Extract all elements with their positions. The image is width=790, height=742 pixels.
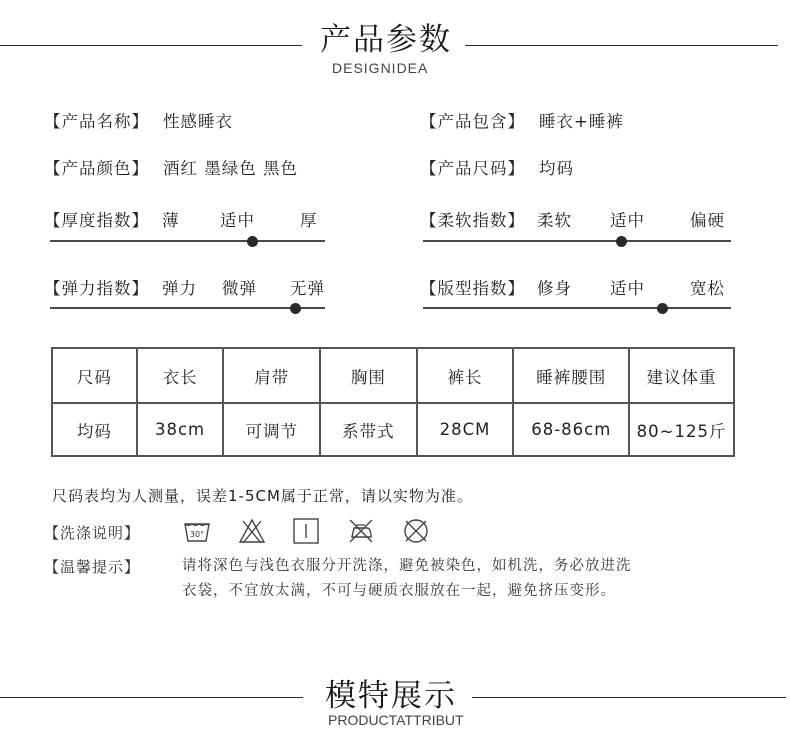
scale-thickness-opt-2: 适中 <box>220 211 255 230</box>
info-color <box>44 155 298 179</box>
scale-softness-track <box>423 240 731 242</box>
scale-softness-opt-3: 偏硬 <box>690 211 725 230</box>
scale-fit-opt-2: 适中 <box>610 279 645 298</box>
table-header-cell: 胸围 <box>320 348 417 403</box>
info-label: 【产品颜色】 <box>44 159 149 178</box>
table-header-cell: 睡裤腰围 <box>513 348 629 403</box>
scale-softness-marker <box>616 236 627 247</box>
info-package <box>420 108 624 132</box>
section-title-params: 产品参数 <box>320 22 452 58</box>
scale-thickness-track <box>50 240 325 242</box>
tips-text <box>182 554 722 604</box>
info-value: 性感睡衣 <box>163 112 233 131</box>
table-cell: 38cm <box>137 403 224 456</box>
scale-fit-opt-3: 宽松 <box>690 279 725 298</box>
tips-line-1: 请将深色与浅色衣服分开洗涤，避免被染色，如机洗，务必放进洗 <box>182 558 632 574</box>
no-dry-clean-icon <box>402 517 430 545</box>
table-row <box>52 403 734 456</box>
scale-elasticity-opt-2: 微弹 <box>222 279 257 298</box>
table-header-cell: 裤长 <box>417 348 514 403</box>
table-header-cell: 尺码 <box>52 348 137 403</box>
wash-30-icon <box>183 517 211 545</box>
table-header-cell: 衣长 <box>137 348 224 403</box>
size-table <box>51 347 735 457</box>
scale-thickness-opt-3: 厚 <box>300 211 318 230</box>
table-cell: 均码 <box>52 403 137 456</box>
scale-softness-label: 【柔软指数】 <box>420 211 525 230</box>
section-subtitle-params: DESIGNIDEA <box>332 60 429 76</box>
header2-rule-left <box>0 697 303 698</box>
table-cell: 28CM <box>417 403 514 456</box>
measurement-note: 尺码表均为人测量，误差1-5CM属于正常，请以实物为准。 <box>52 487 473 505</box>
scale-thickness-label: 【厚度指数】 <box>44 211 149 230</box>
no-iron-icon <box>347 517 375 545</box>
scale-fit-track <box>423 307 731 309</box>
scale-fit-label: 【版型指数】 <box>420 279 525 298</box>
scale-thickness-opt-1: 薄 <box>162 211 180 230</box>
header2-rule-right <box>472 697 786 698</box>
table-cell: 可调节 <box>223 403 320 456</box>
info-value: 均码 <box>539 159 574 178</box>
info-label: 【产品名称】 <box>44 112 149 131</box>
scale-thickness-marker <box>247 236 258 247</box>
wash-instructions-label: 【洗涤说明】 <box>44 524 141 542</box>
tips-label: 【温馨提示】 <box>44 558 141 576</box>
table-header-cell: 建议体重 <box>629 348 734 403</box>
table-cell: 80~125斤 <box>629 403 734 456</box>
header-rule-left <box>0 45 302 46</box>
scale-softness-opt-1: 柔软 <box>537 211 572 230</box>
section-subtitle-model: PRODUCTATTRIBUT <box>328 712 464 728</box>
scale-fit-opt-1: 修身 <box>537 279 572 298</box>
scale-softness-opt-2: 适中 <box>610 211 645 230</box>
tips-line-2: 衣袋，不宜放太满，不可与硬质衣服放在一起，避免挤压变形。 <box>182 583 616 599</box>
table-cell: 系带式 <box>320 403 417 456</box>
header-rule-right <box>465 45 778 46</box>
info-value: 睡衣+睡裤 <box>539 112 624 131</box>
scale-elasticity-opt-3: 无弹 <box>290 279 325 298</box>
svg-text:30°: 30° <box>189 530 205 539</box>
info-size <box>420 155 574 179</box>
no-bleach-icon <box>238 517 266 545</box>
scale-elasticity-marker <box>290 303 301 314</box>
tumble-dry-icon <box>292 517 320 545</box>
scale-fit-marker <box>657 303 668 314</box>
table-cell: 68-86cm <box>513 403 629 456</box>
table-header-cell: 肩带 <box>223 348 320 403</box>
info-label: 【产品尺码】 <box>420 159 525 178</box>
scale-elasticity-track <box>50 307 325 309</box>
scale-elasticity-opt-1: 弹力 <box>162 279 197 298</box>
info-product-name <box>44 108 233 132</box>
scale-elasticity-label: 【弹力指数】 <box>44 279 149 298</box>
table-header-row <box>52 348 734 403</box>
info-value: 酒红 墨绿色 黑色 <box>163 159 298 178</box>
section-title-model: 模特展示 <box>325 678 457 714</box>
info-label: 【产品包含】 <box>420 112 525 131</box>
